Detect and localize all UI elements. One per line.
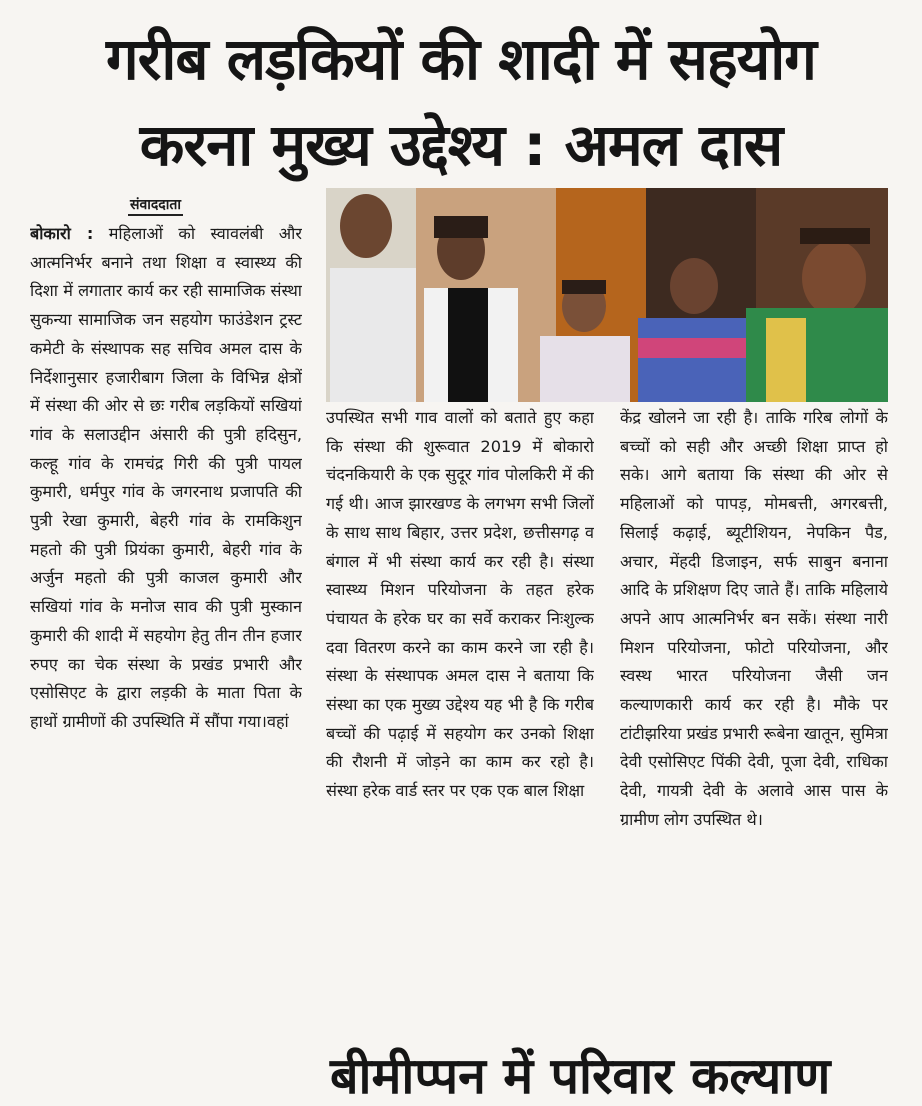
article-column-1 (30, 220, 302, 1030)
article-column-3: केंद्र खोलने जा रही है। ताकि गरिब लोगों के बच्चों को सही और अच्छी शिक्षा प्राप्त हो सके। आगे बताया कि संस्था की ओर से महिलाओं को पापड़, मोमबत्ती, अगरबत्ती, सिलाई कढ़ाई, ब्यूटीशियन, नेपकिन पैड, अचार, मेंहदी डिजाइन, सर्फ साबुन बनाना आदि के प्रशिक्षण दिए जाते हैं। ताकि महिलाये अपने आप आत्मनिर्भर बन सकें। संस्था नारी मिशन परियोजना, फोटो परियोजना, और स्वस्थ भारत परियोजना जैसी जन कल्याणकारी कार्य कर रही है। मौके पर टांटीझरिया प्रखंड प्रभारी रूबेना खातून, सुमित्रा देवी एसोसिएट पिंकी देवी, पूजा देवी, राधिका देवी, गायत्री देवी के अलावे आस पास के ग्रामीण लोग उपस्थित थे। (620, 408, 888, 829)
byline: संवाददाता (128, 196, 183, 216)
group-photo-icon (326, 188, 888, 402)
dateline: बोकारो : (30, 224, 94, 243)
next-article-headline: बीमीप्पन में परिवार कल्याण (330, 1047, 831, 1105)
group-photo (326, 188, 888, 402)
article-column-2: उपस्थित सभी गाव वालों को बताते हुए कहा कि संस्था की शुरूवात 2019 में बोकारो चंदनकियारी के एक सुदूर गांव पोलकिरी में की गई थी। आज झारखण्ड के लगभग सभी जिलों के साथ साथ बिहार, उत्तर प्रदेश, छत्तीसगढ़ व बंगाल में भी संस्था कार्य कर रही है। संस्था स्वास्थ्य मिशन परियोजना के तहत हरेक पंचायत के हरेक घर का सर्वे कराकर निःशुल्क दवा वितरण करने का काम करने जा रही है। संस्था के संस्थापक अमल दास ने बताया कि संस्था का एक मुख्य उद्देश्य यह भी है कि गरीब बच्चों की पढ़ाई में सहयोग कर उनको शिक्षा की रौशनी में जोड़ने का काम कर रहो है। संस्था हरेक वार्ड स्तर पर एक एक बाल शिक्षा (326, 408, 594, 801)
headline-line-1: गरीब लड़कियों की शादी में सहयोग (106, 25, 816, 93)
column-1-text: महिलाओं को स्वावलंबी और आत्मनिर्भर बनाने तथा शिक्षा व स्वास्थ्य की दिशा में लगातार कार्य कर रही सामाजिक संस्था सुकन्या सामाजिक जन सहयोग फाउंडेशन ट्रस्ट कमेटी के संस्थापक सह सचिव अमल दास के निर्देशानुसार हजारीबाग जिला के विभिन्न क्षेत्रों में संस्था की ओर से छः गरीब लड़कियों सखियां गांव के सलाउद्दीन अंसारी की पुत्री हदिसुन, कल्हू गांव के रामचंद्र गिरी की पुत्री पायल कुमारी, धर्मपुर गांव के जगरनाथ प्रजापति की पुत्री रेखा कुमारी, बेहरी गांव के रामकिशुन महतो की पुत्री प्रियंका कुमारी, बेहरी गांव के अर्जुन महतो की पुत्री काजल कुमारी और सखियां गांव के मनोज साव की पुत्री मुस्कान कुमारी की शादी में सहयोग हेतु तीन तीन हजार रुपए का चेक संस्था के प्रखंड प्रभारी और एसोसिएट के द्वारा लड़की के माता पिता के हाथों ग्रामीणों की उपस्थिति में सौंपा गया।वहां (30, 224, 302, 731)
headline-line-2: करना मुख्य उद्देश्य : अमल दास (139, 111, 783, 179)
